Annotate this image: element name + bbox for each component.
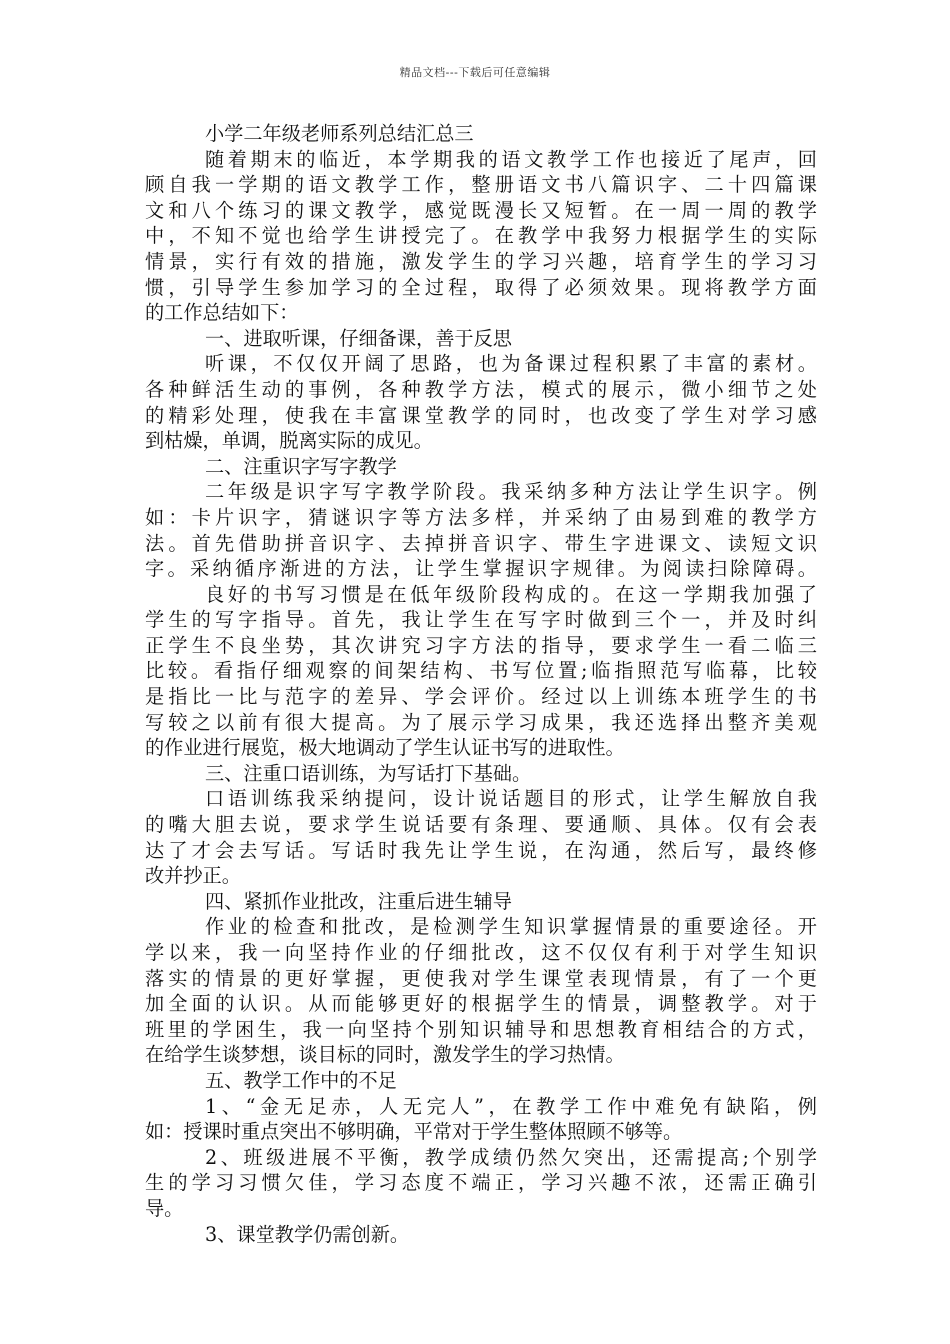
text-line: 的精彩处理，使我在丰富课堂教学的同时，也改变了学生对学习感 — [145, 403, 817, 427]
text-line: 的工作总结如下： — [145, 301, 299, 325]
text-line: 口语训练我采纳提问，设计说话题目的形式，让学生解放自我 — [205, 787, 817, 811]
text-line: 良好的书写习惯是在低年级阶段构成的。在这一学期我加强了 — [205, 582, 817, 606]
page-header-note: 精品文档---下载后可任意编辑 — [399, 66, 551, 79]
text-line: 落实的情景的更好掌握，更使我对学生课堂表现情景，有了一个更 — [145, 966, 817, 990]
text-line: 正学生不良坐势，其次讲究习字方法的指导，要求学生一看二临三 — [145, 633, 817, 657]
text-line: 四、紧抓作业批改，注重后进生辅导 — [205, 889, 512, 913]
text-line: 二、注重识字写字教学 — [205, 454, 397, 478]
text-line: 生的学习习惯欠佳，学习态度不端正，学习兴趣不浓，还需正确引 — [145, 1171, 817, 1195]
text-line: 在给学生谈梦想，谈目标的同时，激发学生的学习热情。 — [145, 1043, 625, 1067]
text-line: 比较。看指仔细观察的间架结构、书写位置;临指照范写临幕，比较 — [145, 659, 817, 683]
text-line: 顾自我一学期的语文教学工作，整册语文书八篇识字、二十四篇课 — [145, 173, 817, 197]
text-line: 学以来，我一向坚持作业的仔细批改，这不仅仅有利于对学生知识 — [145, 941, 817, 964]
text-line: 导。 — [145, 1196, 184, 1220]
text-line: 如：卡片识字，猜谜识字等方法多样，并采纳了由易到难的教学方 — [145, 505, 817, 529]
text-line: 的作业进行展览，极大地调动了学生认证书写的进取性。 — [145, 736, 625, 760]
text-line: 的嘴大胆去说，要求学生说话要有条理、要通顺、具体。仅有会表 — [145, 813, 817, 837]
text-line: 改并抄正。 — [145, 864, 241, 888]
text-line: 听课，不仅仅开阔了思路，也为备课过程积累了丰富的素材。 — [205, 352, 817, 376]
text-line: 2、班级进展不平衡，教学成绩仍然欠突出，还需提高;个别学 — [205, 1145, 817, 1169]
text-line: 如：授课时重点突出不够明确，平常对于学生整体照顾不够等。 — [145, 1120, 683, 1144]
text-line: 写较之以前有很大提高。为了展示学习成果，我还选择出整齐美观 — [145, 710, 817, 734]
text-line: 达了才会去写话。写话时我先让学生说，在沟通，然后写，最终修 — [145, 838, 817, 862]
text-line: 中，不知不觉也给学生讲授完了。在教学中我努力根据学生的实际 — [145, 224, 817, 248]
text-line: 字。采纳循序渐进的方法，让学生掌握识字规律。为阅读扫除障碍。 — [145, 557, 817, 581]
text-line: 3、课堂教学仍需创新。 — [205, 1222, 410, 1246]
text-line: 一、进取听课，仔细备课，善于反思 — [205, 326, 512, 350]
text-line: 班里的学困生，我一向坚持个别知识辅导和思想教育相结合的方式， — [145, 1017, 817, 1041]
text-line: 法。首先借助拼音识字、去掉拼音识字、带生字进课文、读短文识 — [145, 531, 817, 555]
text-line: 随着期末的临近，本学期我的语文教学工作也接近了尾声，回 — [205, 147, 817, 171]
text-line: 情景，实行有效的措施，激发学生的学习兴趣，培育学生的学习习 — [145, 249, 817, 273]
text-line: 加全面的认识。从而能够更好的根据学生的情景，调整教学。对于 — [145, 992, 817, 1016]
text-line: 到枯燥，单调，脱离实际的成见。 — [145, 429, 433, 453]
text-line: 1、“金无足赤，人无完人”，在教学工作中难免有缺陷，例 — [205, 1094, 817, 1118]
text-line: 惯，引导学生参加学习的全过程，取得了必须效果。现将教学方面 — [145, 275, 817, 299]
text-line: 学生的写字指导。首先，我让学生在写字时做到三个一，并及时纠 — [145, 608, 817, 632]
text-line: 三、注重口语训练，为写话打下基础。 — [205, 761, 532, 785]
document-title: 小学二年级老师系列总结汇总三 — [205, 122, 474, 145]
text-line: 各种鲜活生动的事例，各种教学方法，模式的展示，微小细节之处 — [145, 377, 817, 401]
text-line: 二年级是识字写字教学阶段。我采纳多种方法让学生识字。例 — [205, 480, 817, 504]
document-body — [145, 121, 817, 1247]
text-line: 五、教学工作中的不足 — [205, 1068, 397, 1092]
text-line: 作业的检查和批改，是检测学生知识掌握情景的重要途径。开 — [205, 915, 817, 939]
text-line: 是指比一比与范字的差异、学会评价。经过以上训练本班学生的书 — [145, 685, 817, 709]
text-line: 文和八个练习的课文教学，感觉既漫长又短暂。在一周一周的教学 — [145, 198, 817, 222]
